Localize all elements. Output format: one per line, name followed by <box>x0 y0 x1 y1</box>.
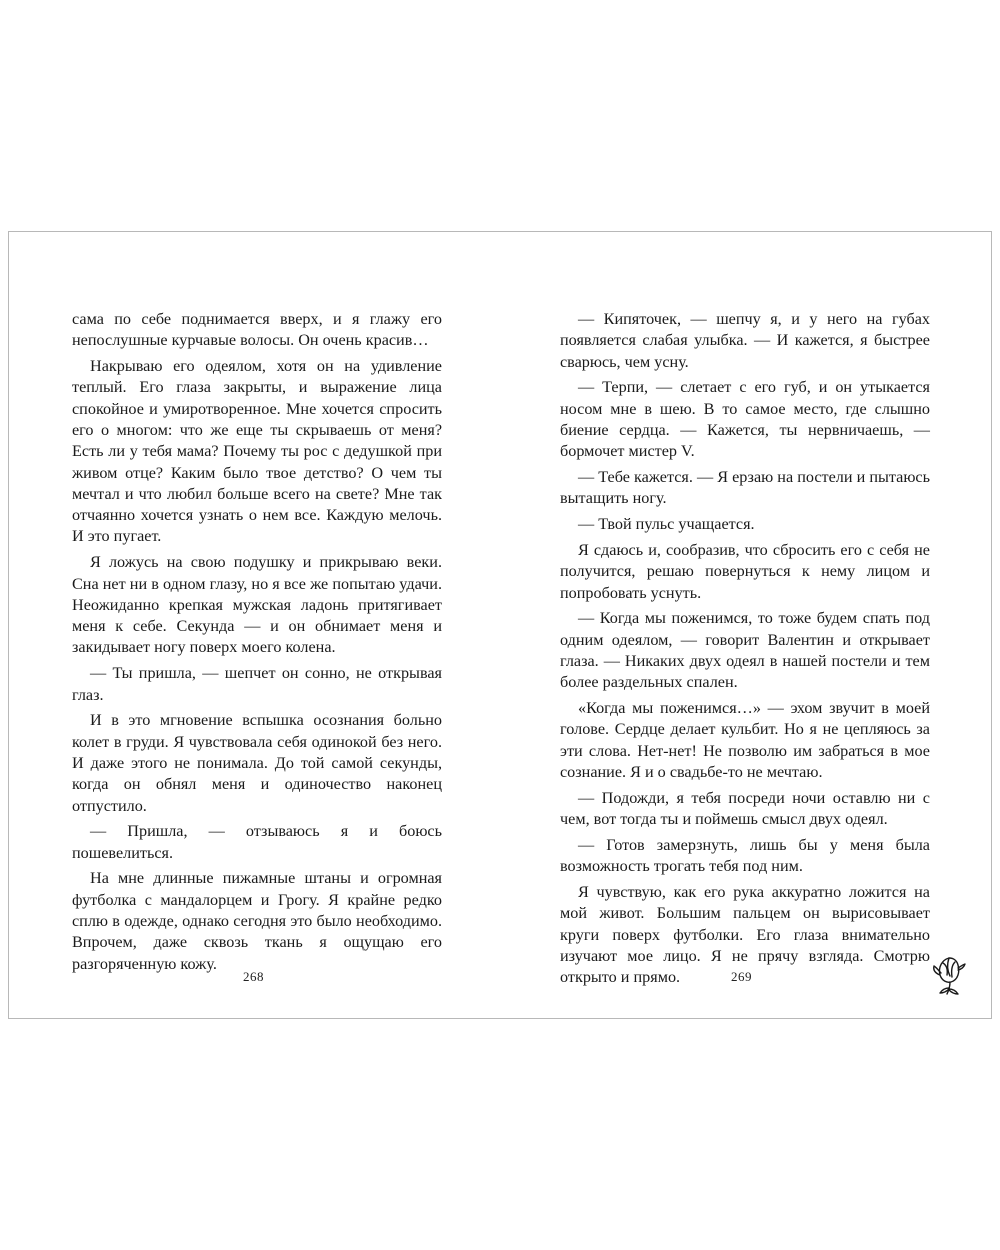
left-page <box>9 232 501 1018</box>
paragraph: — Тебе кажется. — Я ерзаю на постели и пытаюсь вытащить ногу. <box>560 468 930 508</box>
paragraph: Накрываю его одеялом, хотя он на удивление теплый. Его глаза закрыты, и выражение лица спокойное и умиротворенное. Мне хочется спросить его о многом: что же еще ты скрываешь от меня? Есть ли у тебя мама? Почему ты рос с дедушкой при живом отце? Каким было твое детство? О чем ты мечтал и что любил больше всего на свете? Мне так отчаянно хочется узнать о нем все. Каждую мелочь. И это пугает. <box>72 357 442 546</box>
paragraph: — Кипяточек, — шепчу я, и у него на губах появляется слабая улыбка. — И кажется, я быстрее сварюсь, чем усну. <box>560 310 930 371</box>
paragraph: — Готов замерзнуть, лишь бы у меня была возможность трогать тебя под ним. <box>560 835 930 876</box>
paragraph: — Твой пульс учащается. <box>578 515 755 534</box>
rose-icon <box>929 950 969 998</box>
paragraph: Я ложусь на свою подушку и прикрываю веки. Сна нет ни в одном глазу, но я все же попытаю удачи. Неожиданно крепкая мужская ладонь притягивает меня к себе. Секунда — и он обнимает меня и закидывает ногу поверх моего колена. <box>72 553 442 657</box>
paragraph: «Когда мы поженимся…» — эхом звучит в моей голове. Сердце делает кульбит. Но я не цепляюсь за эти слова. Нет-нет! Не позволю им забраться в мое сознание. Я и о свадьбе-то не мечтаю. <box>560 699 930 781</box>
left-page-text <box>72 309 442 979</box>
paragraph: — Ты пришла, — шепчет он сонно, не открывая глаз. <box>72 664 442 704</box>
paragraph: И в это мгновение вспышка осознания больно колет в груди. Я чувствовала себя одинокой без него. И даже этого не понимала. До той самой секунды, когда он обнял меня и одиночество наконец отпустило. <box>72 711 442 815</box>
paragraph: Я сдаюсь и, сообразив, что сбросить его с себя не получится, решаю повернуться к нему лицом и попробовать уснуть. <box>560 540 930 602</box>
paragraph: — Терпи, — слетает с его губ, и он утыкается носом мне в шею. В то самое место, где слышно биение сердца. — Кажется, ты нервничаешь, — бормочет мистер V. <box>560 378 930 461</box>
right-page-text <box>560 309 930 993</box>
page-number: 268 <box>243 969 264 984</box>
paragraph: — Подожди, я тебя посреди ночи оставлю ни с чем, вот тогда ты и поймешь смысл двух одеял. <box>560 788 930 829</box>
paragraph: На мне длинные пижамные штаны и огромная футболка с мандалорцем и Грогу. Я крайне редко сплю в одежде, однако сегодня это было необходимо. Впрочем, даже сквозь ткань я ощущаю его разгоряченную кожу. <box>72 869 442 973</box>
book-spread <box>8 231 992 1019</box>
right-page <box>501 232 993 1018</box>
paragraph: — Пришла, — отзываюсь я и боюсь пошевелиться. <box>72 822 442 862</box>
page-number: 269 <box>731 969 752 984</box>
paragraph: сама по себе поднимается вверх, и я глажу его непослушные курчавые волосы. Он очень красив… <box>72 310 442 350</box>
paragraph: — Когда мы поженимся, то тоже будем спать под одним одеялом, — говорит Валентин и открывает глаза. — Никаких двух одеял в нашей постели и тем более раздельных спален. <box>560 609 930 692</box>
paragraph: Я чувствую, как его рука аккуратно ложится на мой живот. Большим пальцем он вырисовывает круги поверх футболки. Его глаза внимательно изучают мое лицо. Я не прячу взгляда. Смотрю открыто и прямо. <box>560 882 930 987</box>
